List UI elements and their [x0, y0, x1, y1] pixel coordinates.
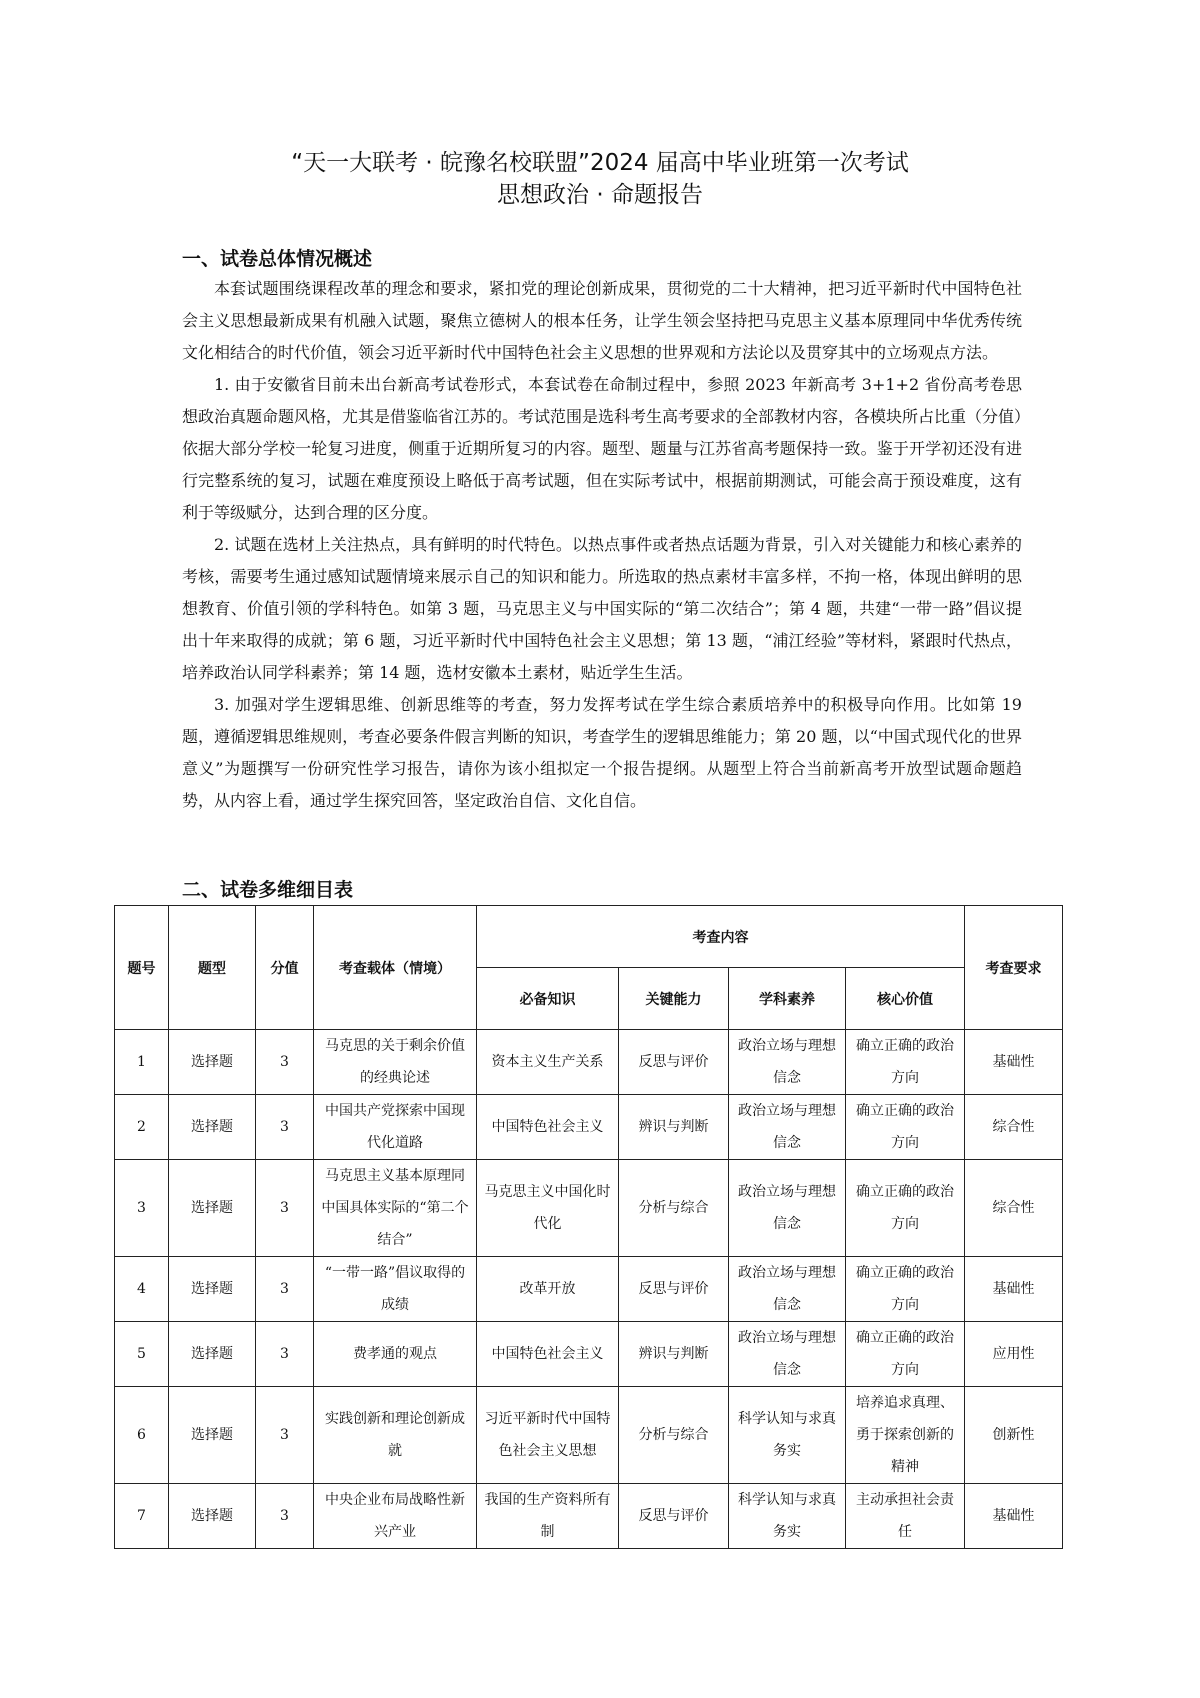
cell-knowledge: 中国特色社会主义 [477, 1095, 619, 1160]
header-num: 题号 [115, 906, 169, 1030]
cell-num: 7 [115, 1484, 169, 1549]
cell-type: 选择题 [169, 1387, 256, 1484]
table-row [115, 1030, 1063, 1095]
cell-type: 选择题 [169, 1484, 256, 1549]
paragraph-point-1: 1. 由于安徽省目前未出台新高考试卷形式，本套试卷在命制过程中，参照 2023 年新高考 3+1+2 省份高考卷思想政治真题命题风格，尤其是借鉴临省江苏的。考试范围是选科考生高考要求的全部教材内容，各模块所占比重（分值）依据大部分学校一轮复习进度，侧重于近期所复习的内容。题型、题量与江苏省高考题保持一致。鉴于开学初还没有进行完整系统的复习，试题在难度预设上略低于高考试题，但在实际考试中，根据前期测试，可能会高于预设难度，这有利于等级赋分，达到合理的区分度。 [182, 375, 1023, 522]
cell-score: 3 [256, 1030, 314, 1095]
cell-knowledge: 资本主义生产关系 [477, 1030, 619, 1095]
cell-knowledge: 习近平新时代中国特色社会主义思想 [477, 1387, 619, 1484]
cell-carrier: “一带一路”倡议取得的成绩 [314, 1257, 477, 1322]
cell-literacy: 政治立场与理想信念 [729, 1030, 846, 1095]
cell-num: 4 [115, 1257, 169, 1322]
cell-value: 确立正确的政治方向 [846, 1160, 965, 1257]
cell-req: 应用性 [965, 1322, 1063, 1387]
cell-ability: 反思与评价 [619, 1257, 729, 1322]
cell-type: 选择题 [169, 1257, 256, 1322]
header-content: 考查内容 [477, 906, 965, 968]
cell-knowledge: 我国的生产资料所有制 [477, 1484, 619, 1549]
cell-carrier: 费孝通的观点 [314, 1322, 477, 1387]
cell-carrier: 马克思的关于剩余价值的经典论述 [314, 1030, 477, 1095]
cell-carrier: 中国共产党探索中国现代化道路 [314, 1095, 477, 1160]
cell-score: 3 [256, 1095, 314, 1160]
cell-knowledge: 改革开放 [477, 1257, 619, 1322]
cell-knowledge: 马克思主义中国化时代化 [477, 1160, 619, 1257]
cell-num: 6 [115, 1387, 169, 1484]
cell-value: 确立正确的政治方向 [846, 1030, 965, 1095]
cell-carrier: 马克思主义基本原理同中国具体实际的“第二个结合” [314, 1160, 477, 1257]
section2-heading: 二、试卷多维细目表 [182, 879, 354, 901]
cell-req: 基础性 [965, 1484, 1063, 1549]
cell-req: 基础性 [965, 1257, 1063, 1322]
document-title: “天一大联考 · 皖豫名校联盟”2024 届高中毕业班第一次考试 [291, 150, 909, 176]
cell-score: 3 [256, 1160, 314, 1257]
cell-num: 3 [115, 1160, 169, 1257]
cell-ability: 辨识与判断 [619, 1095, 729, 1160]
cell-value: 确立正确的政治方向 [846, 1095, 965, 1160]
cell-type: 选择题 [169, 1095, 256, 1160]
cell-score: 3 [256, 1387, 314, 1484]
header-knowledge: 必备知识 [477, 968, 619, 1030]
cell-num: 5 [115, 1322, 169, 1387]
table-row [115, 1095, 1063, 1160]
document-subtitle: 思想政治 · 命题报告 [497, 182, 703, 208]
paragraph-point-2: 2. 试题在选材上关注热点，具有鲜明的时代特色。以热点事件或者热点话题为背景，引入对关键能力和核心素养的考核，需要考生通过感知试题情境来展示自己的知识和能力。所选取的热点素材丰富多样，不拘一格，体现出鲜明的思想教育、价值引领的学科特色。如第 3 题，马克思主义与中国实际的“第二次结合”；第 4 题，共建“一带一路”倡议提出十年来取得的成就；第 6 题，习近平新时代中国特色社会主义思想；第 13 题，“浦江经验”等材料，紧跟时代热点，培养政治认同学科素养；第 14 题，选材安徽本土素材，贴近学生生活。 [182, 535, 1022, 682]
cell-value: 确立正确的政治方向 [846, 1257, 965, 1322]
paragraph-intro: 本套试题围绕课程改革的理念和要求，紧扣党的理论创新成果，贯彻党的二十大精神，把习近平新时代中国特色社会主义思想最新成果有机融入试题，聚焦立德树人的根本任务，让学生领会坚持把马克思主义基本原理同中华优秀传统文化相结合的时代价值，领会习近平新时代中国特色社会主义思想的世界观和方法论以及贯穿其中的立场观点方法。 [182, 279, 1022, 362]
table-row [115, 1257, 1063, 1322]
cell-ability: 分析与综合 [619, 1160, 729, 1257]
cell-ability: 辨识与判断 [619, 1322, 729, 1387]
table-row [115, 1160, 1063, 1257]
cell-ability: 分析与综合 [619, 1387, 729, 1484]
cell-score: 3 [256, 1322, 314, 1387]
header-value: 核心价值 [846, 968, 965, 1030]
cell-req: 综合性 [965, 1095, 1063, 1160]
header-req: 考查要求 [965, 906, 1063, 1030]
cell-value: 培养追求真理、勇于探索创新的精神 [846, 1387, 965, 1484]
header-type: 题型 [169, 906, 256, 1030]
cell-ability: 反思与评价 [619, 1484, 729, 1549]
table-row [115, 1387, 1063, 1484]
cell-num: 1 [115, 1030, 169, 1095]
cell-knowledge: 中国特色社会主义 [477, 1322, 619, 1387]
paragraph-point-3: 3. 加强对学生逻辑思维、创新思维等的考查，努力发挥考试在学生综合素质培养中的积极导向作用。比如第 19 题，遵循逻辑思维规则，考查必要条件假言判断的知识，考查学生的逻辑思维能力；第 20 题，以“中国式现代化的世界意义”为题撰写一份研究性学习报告，请你为该小组拟定一个报告提纲。从题型上符合当前新高考开放型试题命题趋势，从内容上看，通过学生探究回答，坚定政治自信、文化自信。 [182, 695, 1022, 810]
section1-heading: 一、试卷总体情况概述 [182, 248, 373, 270]
table-row [115, 1322, 1063, 1387]
section1-body [182, 273, 1022, 817]
cell-literacy: 政治立场与理想信念 [729, 1322, 846, 1387]
cell-num: 2 [115, 1095, 169, 1160]
cell-ability: 反思与评价 [619, 1030, 729, 1095]
cell-literacy: 科学认知与求真务实 [729, 1484, 846, 1549]
cell-literacy: 政治立场与理想信念 [729, 1095, 846, 1160]
cell-literacy: 科学认知与求真务实 [729, 1387, 846, 1484]
cell-literacy: 政治立场与理想信念 [729, 1160, 846, 1257]
cell-value: 确立正确的政治方向 [846, 1322, 965, 1387]
cell-req: 综合性 [965, 1160, 1063, 1257]
cell-literacy: 政治立场与理想信念 [729, 1257, 846, 1322]
header-literacy: 学科素养 [729, 968, 846, 1030]
cell-carrier: 实践创新和理论创新成就 [314, 1387, 477, 1484]
header-score: 分值 [256, 906, 314, 1030]
cell-type: 选择题 [169, 1160, 256, 1257]
table-row [115, 1484, 1063, 1549]
cell-req: 创新性 [965, 1387, 1063, 1484]
specification-table [114, 905, 1063, 1549]
cell-type: 选择题 [169, 1030, 256, 1095]
cell-carrier: 中央企业布局战略性新兴产业 [314, 1484, 477, 1549]
cell-type: 选择题 [169, 1322, 256, 1387]
cell-score: 3 [256, 1257, 314, 1322]
cell-req: 基础性 [965, 1030, 1063, 1095]
cell-score: 3 [256, 1484, 314, 1549]
header-carrier: 考查载体（情境） [314, 906, 477, 1030]
header-ability: 关键能力 [619, 968, 729, 1030]
table-header-row [115, 906, 1063, 968]
cell-value: 主动承担社会责任 [846, 1484, 965, 1549]
